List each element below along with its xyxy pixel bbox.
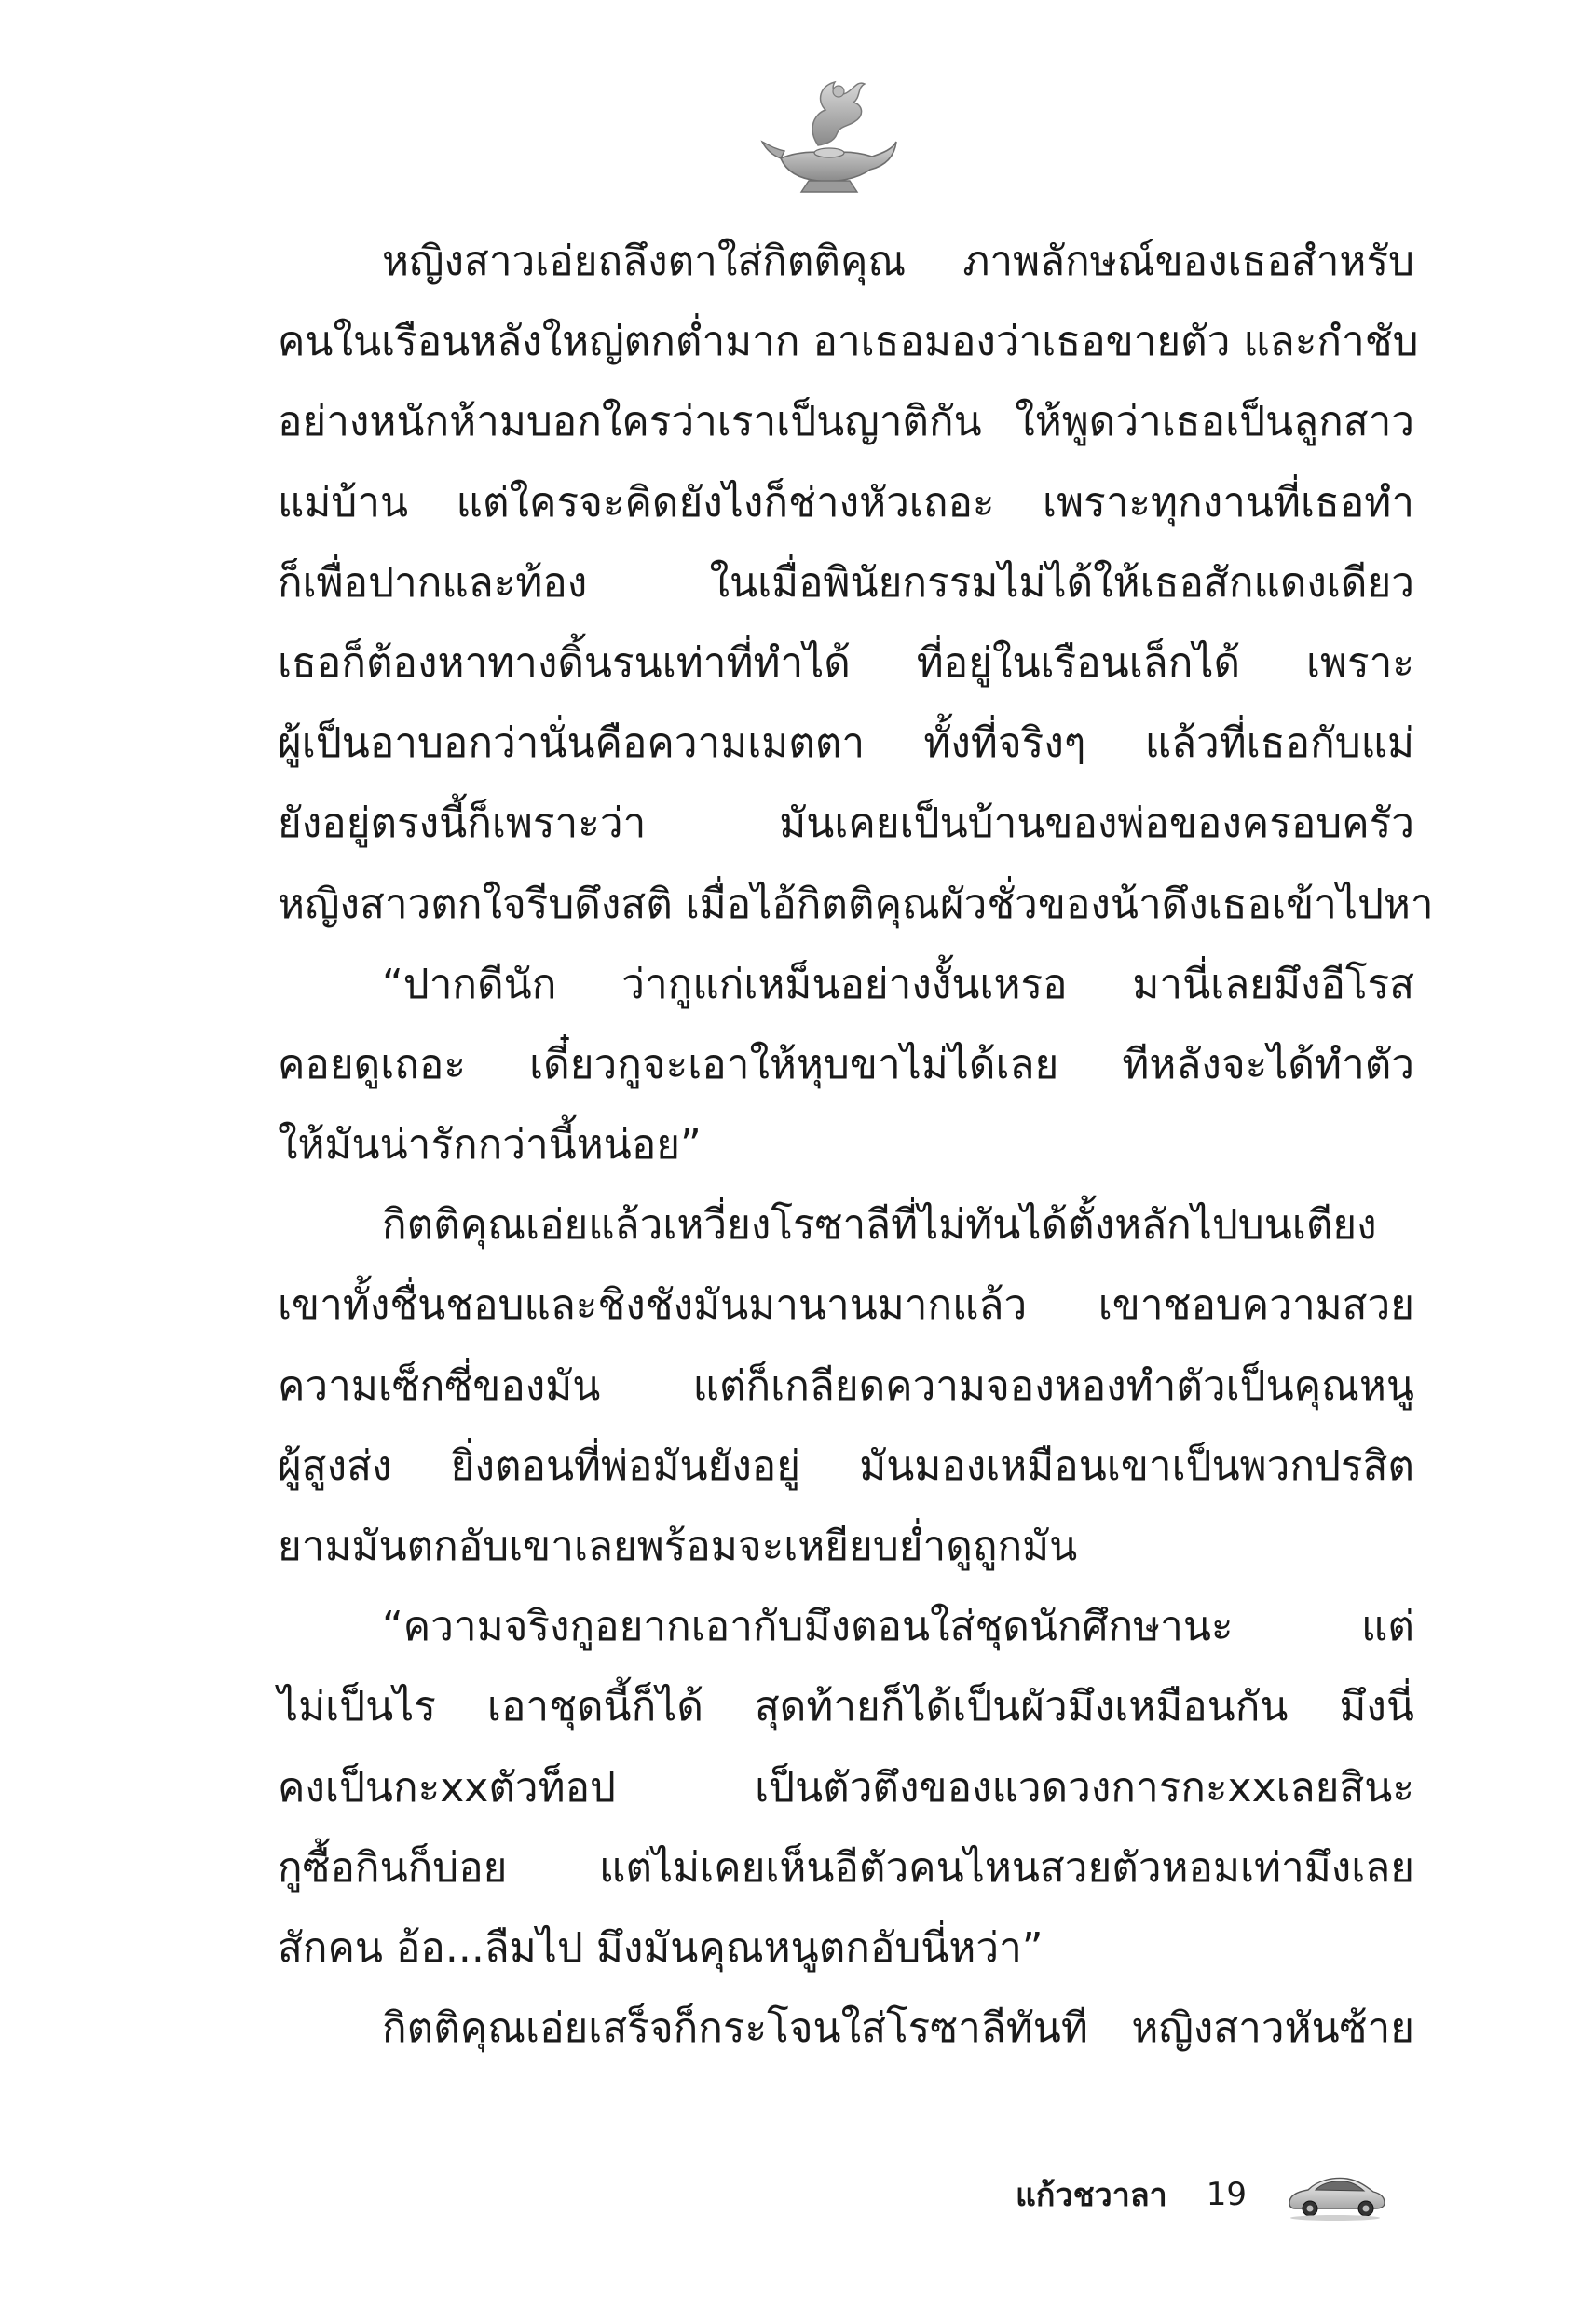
text-line: ผู้เป็นอาบอกว่านั่นคือความเมตตา ทั้งที่จริงๆ แล้วที่เธอกับแม่ <box>278 719 1414 768</box>
text-line: สักคน อ้อ...ลืมไป มึงมันคุณหนูตกอับนี่หว่า” <box>278 1923 1044 1972</box>
text-line: เขาทั้งชื่นชอบและชิงชังมันมานานมากแล้ว เขาชอบความสวย <box>278 1281 1414 1330</box>
page-number: 19 <box>1206 2176 1248 2213</box>
text-line: กูซื้อกินก็บ่อย แต่ไม่เคยเห็นอีตัวคนไหนสวยตัวหอมเท่ามึงเลย <box>278 1843 1414 1892</box>
text-line: กิตติคุณเอ่ยแล้วเหวี่ยงโรซาลีที่ไม่ทันได้ตั้งหลักไปบนเตียง <box>382 1201 1377 1250</box>
text-line: ผู้สูงส่ง ยิ่งตอนที่พ่อมันยังอยู่ มันมองเหมือนเขาเป็นพวกปรสิต <box>278 1442 1414 1490</box>
text-line: หญิงสาวตกใจรีบดึงสติ เมื่อไอ้กิตติคุณผัวชั่วของน้าดึงเธอเข้าไปหา <box>278 880 1434 928</box>
text-line: อย่างหนักห้ามบอกใครว่าเราเป็นญาติกัน ให้พูดว่าเธอเป็นลูกสาว <box>278 398 1414 446</box>
text-line: “ปากดีนัก ว่ากูแก่เหม็นอย่างงั้นเหรอ มานี่เลยมึงอีโรส <box>382 960 1414 1008</box>
text-line: คงเป็นกะxxตัวท็อป เป็นตัวตึงของแวดวงการกะxxเลยสินะ <box>278 1763 1414 1812</box>
text-line: คอยดูเถอะ เดี๋ยวกูจะเอาให้หุบขาไม่ได้เลย ทีหลังจะได้ทำตัว <box>278 1040 1414 1088</box>
book-title: แก้วชวาลา <box>1016 2177 1167 2214</box>
text-line: ไม่เป็นไร เอาชุดนี้ก็ได้ สุดท้ายก็ได้เป็นผัวมึงเหมือนกัน มึงนี่ <box>278 1683 1414 1731</box>
body-text <box>278 222 1434 2069</box>
page-footer <box>1016 2162 1435 2227</box>
text-line: แม่บ้าน แต่ใครจะคิดยังไงก็ช่างหัวเถอะ เพราะทุกงานที่เธอทำ <box>278 478 1414 526</box>
sports-car-icon <box>1284 2167 1386 2222</box>
text-line: กิตติคุณเอ่ยเสร็จก็กระโจนใส่โรซาลีทันที หญิงสาวหันซ้าย <box>382 2004 1414 2053</box>
text-line: ก็เพื่อปากและท้อง ในเมื่อพินัยกรรมไม่ได้ให้เธอสักแดงเดียว <box>278 558 1414 607</box>
text-line: หญิงสาวเอ่ยถลึงตาใส่กิตติคุณ ภาพลักษณ์ของเธอสำหรับ <box>382 238 1414 285</box>
text-line: เธอก็ต้องหาทางดิ้นรนเท่าที่ทำได้ ที่อยู่ในเรือนเล็กได้ เพราะ <box>278 638 1414 687</box>
text-line: ยามมันตกอับเขาเลยพร้อมจะเหยียบย่ำดูถูกมัน <box>278 1523 1078 1570</box>
text-line: ยังอยู่ตรงนี้ก็เพราะว่า มันเคยเป็นบ้านของพ่อของครอบครัว <box>278 800 1414 848</box>
genie-lamp-icon <box>760 73 900 203</box>
text-line: ให้มันน่ารักกว่านี้หน่อย” <box>278 1121 702 1169</box>
text-line: ความเซ็กซี่ของมัน แต่ก็เกลียดความจองหองทำตัวเป็นคุณหนู <box>278 1361 1414 1410</box>
text-line: คนในเรือนหลังใหญ่ตกต่ำมาก อาเธอมองว่าเธอขายตัว และกำชับ <box>278 318 1419 366</box>
text-line: “ความจริงกูอยากเอากับมึงตอนใส่ชุดนักศึกษานะ แต่ <box>382 1603 1414 1651</box>
